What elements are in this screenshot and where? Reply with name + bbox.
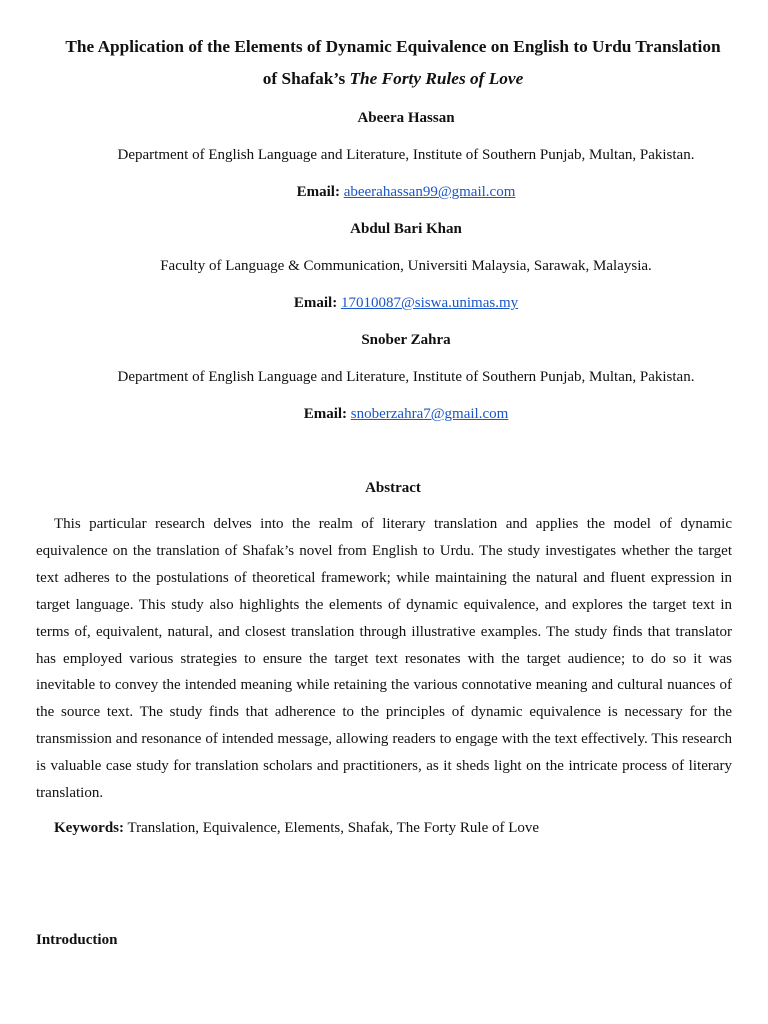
author-email-line-2: [0, 293, 768, 313]
author-email-link-3[interactable]: snoberzahra7@gmail.com: [350, 406, 509, 422]
author-email-line-1: [0, 182, 768, 202]
introduction-heading: Introduction: [36, 932, 118, 948]
email-label: Email:: [303, 406, 348, 422]
author-name-1: Abeera Hassan: [357, 110, 455, 126]
author-email-link-1[interactable]: abeerahassan99@gmail.com: [343, 184, 516, 200]
author-affiliation-3: Department of English Language and Literature, Institute of Southern Punjab, Multan, Pakistan.: [117, 369, 695, 385]
title-line-2-prefix: of Shafak’s: [262, 69, 350, 88]
email-label: Email:: [293, 295, 338, 311]
author-email-link-2[interactable]: 17010087@siswa.unimas.my: [340, 295, 519, 311]
author-name-3: Snober Zahra: [361, 332, 451, 348]
paper-title: [30, 31, 756, 95]
author-affiliation-1: Department of English Language and Literature, Institute of Southern Punjab, Multan, Pakistan.: [117, 147, 695, 163]
keywords-text: Translation, Equivalence, Elements, Shafak, The Forty Rule of Love: [127, 820, 540, 836]
abstract-text: This particular research delves into the realm of literary translation and applies the model of dynamic equivalence on the translation of Shafak’s novel from English to Urdu. The study investigates whether the target text adheres to the postulations of theoretical framework; while maintaining the natural and fluent expression in target language. This study also highlights the elements of dynamic equivalence, and explores the target text in terms of, equivalent, natural, and closest translation through illustrative examples. The study finds that translator has employed various strategies to ensure the target text resonates with the target audience; to do so it was inevitable to convey the intended meaning while retaining the various connotative meaning and cultural nuances of the source text. The study finds that adherence to the principles of dynamic equivalence is necessary for the transmission and resonance of intended message, allowing readers to engage with the text effectively. This research is valuable case study for translation scholars and practitioners, as it sheds light on the intricate process of literary translation.: [36, 516, 732, 802]
title-book-name: The Forty Rules of Love: [349, 69, 524, 88]
author-email-line-3: [0, 404, 768, 424]
email-label: Email:: [296, 184, 340, 200]
keywords-label: Keywords:: [54, 820, 124, 836]
author-name-2: Abdul Bari Khan: [350, 221, 462, 237]
title-line-1: The Application of the Elements of Dynamic Equivalence on English to Urdu Translation: [65, 37, 721, 56]
abstract-heading: Abstract: [365, 480, 421, 496]
author-affiliation-2: Faculty of Language & Communication, Universiti Malaysia, Sarawak, Malaysia.: [160, 258, 652, 274]
keywords-line: [54, 818, 539, 838]
